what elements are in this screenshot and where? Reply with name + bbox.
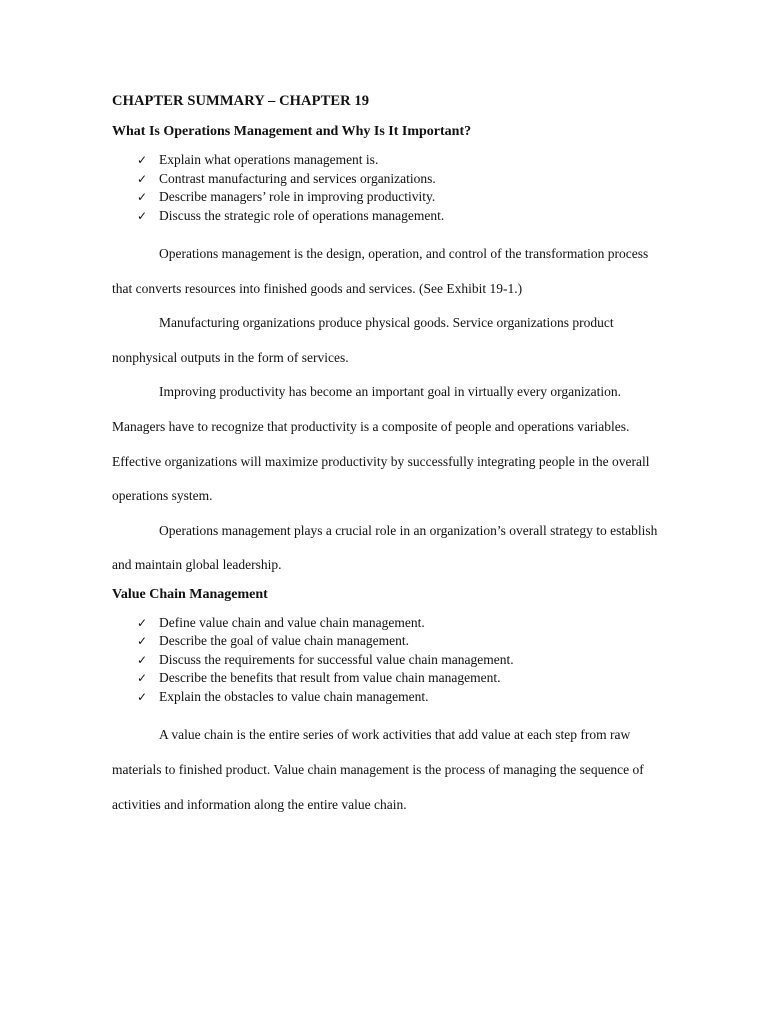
body-paragraph: Improving productivity has become an important goal in virtually every organization. Managers have to recognize that productivity is a composite of people and operations variables. Effective organizations will maximize productivity by successfully integrating people in the overall operations system.	[112, 384, 650, 504]
objective-text: Describe the goal of value chain management.	[159, 633, 410, 649]
section-value-chain-management	[112, 585, 660, 822]
chapter-title: CHAPTER SUMMARY – CHAPTER 19	[112, 93, 370, 109]
objective-item	[112, 632, 660, 651]
objective-text: Explain what operations management is.	[159, 152, 379, 167]
section-heading: Value Chain Management	[112, 586, 268, 602]
body-paragraph: Manufacturing organizations produce physical goods. Service organizations product nonphysical outputs in the form of services.	[112, 315, 614, 365]
objective-text: Define value chain and value chain management.	[159, 614, 425, 630]
objective-item	[112, 614, 660, 633]
objective-text: Contrast manufacturing and services organizations.	[159, 170, 436, 186]
objective-item	[112, 651, 660, 670]
objective-text: Explain the obstacles to value chain management.	[159, 688, 429, 704]
objective-item	[112, 207, 660, 226]
check-icon: ✓	[137, 153, 148, 167]
check-icon: ✓	[137, 615, 148, 630]
objective-text: Describe the benefits that result from value chain management.	[159, 670, 501, 686]
objective-item	[112, 688, 660, 707]
check-icon: ✓	[137, 671, 148, 686]
body-paragraph: Operations management is the design, operation, and control of the transformation process that converts resources into finished goods and services. (See Exhibit 19-1.)	[112, 246, 649, 296]
objective-item	[112, 151, 660, 170]
objective-item	[112, 669, 660, 688]
body-paragraph: A value chain is the entire series of work activities that add value at each step from raw materials to finished product. Value chain management is the process of managing the sequence of activities and information along the entire value chain.	[112, 727, 644, 812]
body-paragraph: Operations management plays a crucial role in an organization’s overall strategy to establish and maintain global leadership.	[112, 522, 658, 573]
document-page	[112, 91, 660, 822]
objective-item	[112, 170, 660, 189]
check-icon: ✓	[137, 208, 148, 223]
objectives-list	[112, 614, 660, 707]
check-icon: ✓	[137, 689, 148, 704]
objective-item	[112, 188, 660, 207]
section-operations-management	[112, 122, 660, 583]
objective-text: Discuss the strategic role of operations management.	[159, 207, 445, 223]
objective-text: Discuss the requirements for successful value chain management.	[159, 651, 514, 667]
section-heading: What Is Operations Management and Why Is It Important?	[112, 124, 472, 139]
check-icon: ✓	[137, 634, 148, 649]
check-icon: ✓	[137, 190, 148, 204]
objectives-list	[112, 151, 660, 225]
objective-text: Describe managers’ role in improving productivity.	[159, 189, 436, 204]
check-icon: ✓	[137, 171, 148, 186]
check-icon: ✓	[137, 652, 148, 667]
